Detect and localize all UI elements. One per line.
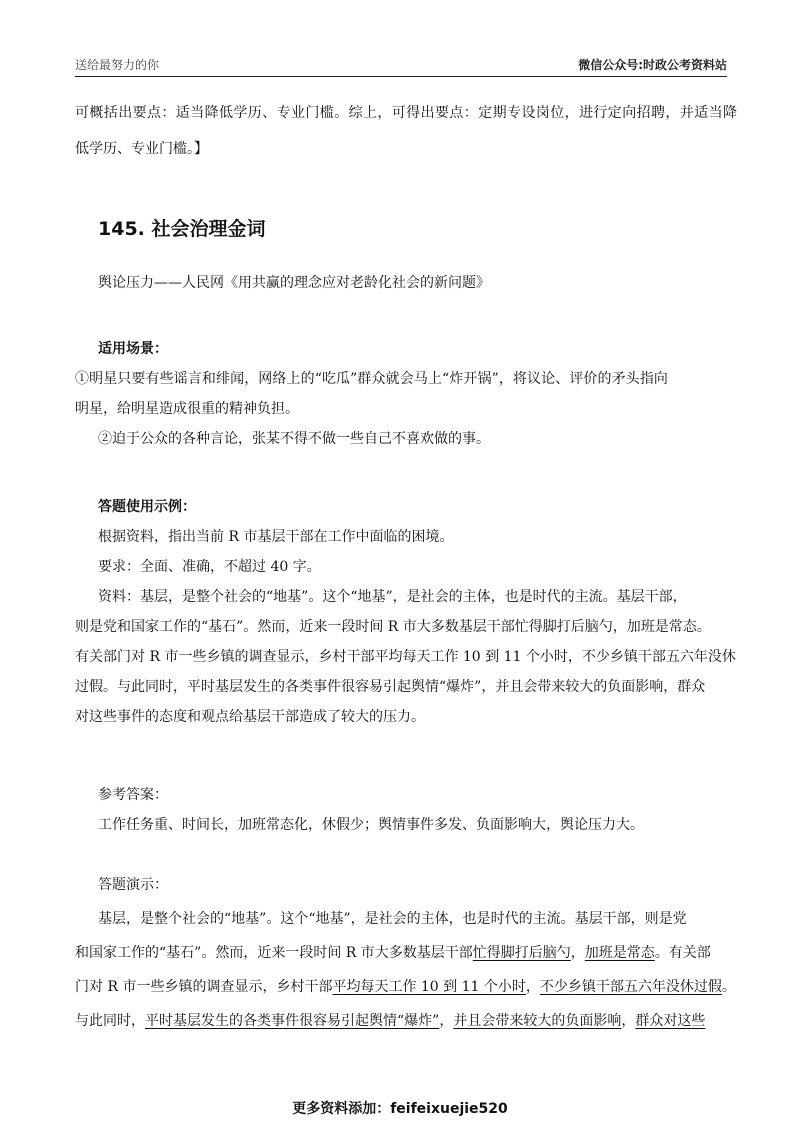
section-title: 145. 社会治理金词 — [98, 218, 266, 240]
intro-line: 低学历、专业门槛。】 — [75, 141, 208, 157]
demo-underlined: 并且会带来较大的负面影响 — [453, 1013, 622, 1029]
demo-text: ， — [570, 945, 585, 961]
demo-line — [75, 938, 750, 968]
demo-block — [75, 870, 750, 1036]
demo-text: 。有关部 — [654, 945, 711, 961]
scenario-block — [75, 334, 750, 454]
example-heading: 答题使用示例： — [98, 499, 196, 515]
example-block — [75, 492, 750, 732]
material-line: 对这些事件的态度和观点给基层干部造成了较大的压力。 — [75, 709, 425, 725]
demo-underlined: 不少乡镇干部五六年没休过假 — [539, 979, 722, 995]
demo-text: ， — [525, 979, 540, 995]
page-header — [75, 50, 727, 77]
demo-text: ， — [621, 1013, 636, 1029]
source-line: 舆论压力——人民网《用共赢的理念应对老龄化社会的新问题》 — [98, 275, 490, 291]
demo-heading: 答题演示： — [98, 877, 168, 893]
header-left-text: 送给最努力的你 — [75, 58, 160, 72]
answer-text: 工作任务重、时间长，加班常态化，休假少；舆情事件多发、负面影响大，舆论压力大。 — [98, 817, 644, 833]
header-right-text: 微信公众号:时政公考资料站 — [578, 58, 727, 72]
demo-text: ， — [439, 1013, 454, 1029]
demo-underlined: 群众对这些 — [635, 1013, 706, 1029]
demo-line — [75, 1006, 750, 1036]
demo-text: 和国家工作的“基石”。然而，近来一段时间 R 市大多数基层干部 — [75, 945, 473, 961]
scenario-item: ②迫于公众的各种言论，张某不得不做一些自己不喜欢做的事。 — [98, 431, 490, 447]
demo-underlined: 加班是常态 — [584, 945, 655, 961]
page-footer: 更多资料添加：feifeixuejie520 — [292, 1101, 508, 1117]
scenario-heading: 适用场景： — [98, 341, 168, 357]
source-block — [98, 268, 750, 298]
material-line: 过假。与此同时，平时基层发生的各类事件很容易引起舆情“爆炸”，并且会带来较大的负面影响，群众 — [75, 679, 706, 695]
demo-line: 基层，是整个社会的“地基”。这个“地基”，是社会的主体，也是时代的主流。基层干部，则是党 — [98, 911, 687, 927]
material-line: 有关部门对 R 市一些乡镇的调查显示，乡村干部平均每天工作 10 到 11 个小时，不少乡镇干部五六年没休 — [75, 649, 736, 665]
material-line: 则是党和国家工作的“基石”。然而，近来一段时间 R 市大多数基层干部忙得脚打后脑勺，加班是常态。 — [75, 619, 711, 635]
example-requirement: 要求：全面、准确，不超过 40 字。 — [98, 559, 321, 575]
demo-underlined: 平均每天工作 10 到 11 个小时 — [332, 979, 526, 995]
material-line: 资料：基层，是整个社会的“地基”。这个“地基”，是社会的主体，也是时代的主流。基层干部， — [98, 589, 687, 605]
answer-heading: 参考答案： — [98, 787, 168, 803]
demo-underlined: 忙得脚打后脑勺 — [472, 945, 571, 961]
scenario-item: ①明星只要有些谣言和绯闻，网络上的“吃瓜”群众就会马上“炸开锅”，将议论、评价的矛头指向 — [75, 371, 669, 387]
demo-line — [75, 972, 750, 1002]
demo-underlined: 平时基层发生的各类事件很容易引起舆情“爆炸” — [145, 1013, 440, 1029]
example-question: 根据资料，指出当前 R 市基层干部在工作中面临的困境。 — [98, 529, 454, 545]
intro-block — [75, 98, 738, 164]
demo-text: 门对 R 市一些乡镇的调查显示，乡村干部 — [75, 979, 333, 995]
scenario-item: 明星，给明星造成很重的精神负担。 — [75, 401, 299, 417]
demo-text: 。 — [721, 979, 736, 995]
answer-block — [98, 780, 750, 840]
demo-text: 与此同时， — [75, 1013, 145, 1029]
intro-line: 可概括出要点：适当降低学历、专业门槛。综上，可得出要点：定期专设岗位，进行定向招聘，并适当降 — [75, 105, 738, 121]
